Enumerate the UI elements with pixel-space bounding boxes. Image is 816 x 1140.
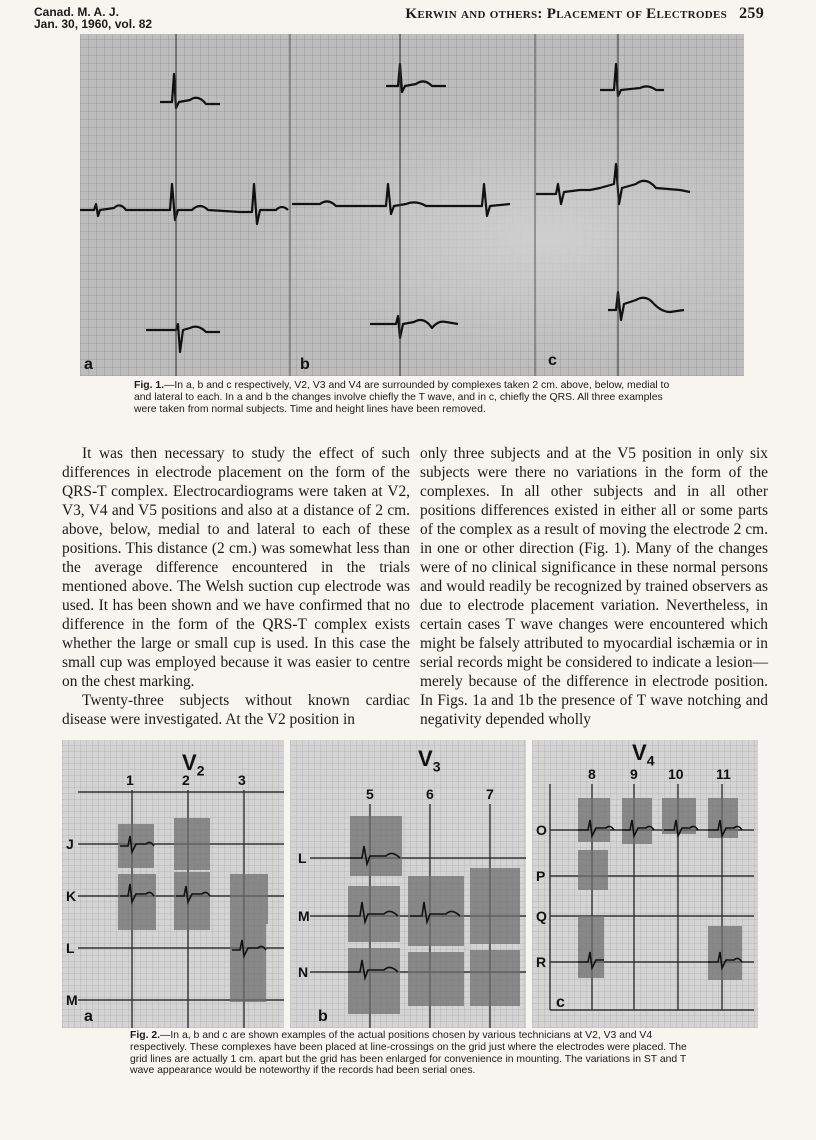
trace-c-mid (536, 164, 690, 204)
grid-col-label: 3 (238, 772, 246, 788)
figure-2-panel-a-label: a (84, 1008, 93, 1025)
figure-2-panel-c-lead (632, 740, 654, 768)
figure-2-panel-b-lead (418, 746, 440, 774)
running-header (405, 5, 764, 23)
grid-panel-a (62, 740, 284, 1028)
paragraph: It was then necessary to study the effect of such differences in electrode placement on the form of the QRS-T complex. Electrocardiograms were taken at V2, V3, V4 and V5 positions and also at a distance of 2 cm. above, below, medial to and lateral to each of these positions. This distance (2 cm.) was somewhat less than the average difference encountered in the trials mentioned above. The Welsh suction cup electrode was used. It has been shown and we have confirmed that no difference in the form of the QRS-T complex exists whether the large or small cup is used. In this case the small cup was employed because it was easier to centre on the chest marking. (62, 445, 410, 690)
grid-col-label: 7 (486, 786, 494, 802)
lead-letter: V (418, 746, 433, 771)
grid-row-label: Q (536, 908, 547, 924)
figure-2-panel-c (532, 740, 758, 1028)
body-column-right (420, 444, 768, 729)
figure-1-panel-c-label: c (548, 352, 557, 369)
grid-col-label: 2 (182, 772, 190, 788)
figure-1-panel-a-label: a (84, 356, 93, 373)
page-number: 259 (739, 5, 764, 22)
trace-a-mid (80, 184, 288, 224)
grid-col-label: 8 (588, 766, 596, 782)
figure-1-panel-b-label: b (300, 356, 310, 373)
trace-a-top (160, 74, 220, 108)
body-column-left (62, 444, 410, 729)
figure-2-caption-text: —In a, b and c are shown examples of the actual positions chosen by various technicians at V2, V3 and V4 respectively. These complexes have been placed at line-crossings on the grid just where the electrodes were placed. The grid lines are actually 1 cm. apart but the grid has been enlarged for convenience in mounting. The variations in ST and T wave appearance would be noteworthy if the records had been serial ones. (130, 1030, 687, 1077)
trace-b-mid (292, 184, 510, 216)
lead-letter: V (182, 750, 197, 775)
lead-letter: V (632, 740, 647, 765)
figure-2-panel-b (290, 740, 526, 1028)
grid-row-label: O (536, 822, 547, 838)
grid-row-label: K (66, 888, 77, 904)
grid-row-label: L (298, 850, 307, 866)
figure-2-caption-label: Fig. 2. (130, 1030, 161, 1041)
trace-b-bottom (370, 316, 458, 338)
figure-2-panel-b-label: b (318, 1008, 328, 1025)
ecg-traces (80, 34, 744, 376)
journal-date: Jan. 30, 1960, vol. 82 (34, 17, 153, 31)
grid-row-label: J (66, 836, 74, 852)
grid-row-label: N (298, 964, 309, 980)
grid-row-label: R (536, 954, 547, 970)
figure-1-ecg-strips (80, 34, 744, 376)
grid-panel-b (290, 740, 526, 1028)
figure-1-caption-text: —In a, b and c respectively, V2, V3 and V4 are surrounded by complexes taken 2 cm. above, below, medial to and lateral to each. In a and b the changes involve chiefly the T wave, and in c, chiefly the QRS. All three examples were taken from normal subjects. Time and height lines have been removed. (134, 380, 670, 415)
lead-number: 4 (646, 752, 655, 769)
paragraph: only three subjects and at the V5 position in only six subjects were there no variations in the form of the complexes. In all other subjects and in all other positions differences existed in either all or some parts of the complex as a result of moving the electrode 2 cm. in one or other direction (Fig. 1). Many of the changes were of no clinical significance in these normal persons and would readily be recognized by trained observers as due to electrode placement variation. Nevertheless, in certain cases T wave changes were encountered which might be falsely attributed to myocardial ischæmia or in serial records might be considered to indicate a lesion—merely because of the difference in electrode position. In Figs. 1a and 1b the presence of T wave notching and negativity depended wholly (420, 445, 768, 728)
figure-2-caption (130, 1030, 690, 1077)
trace-c-top (600, 64, 664, 96)
figure-1-caption (134, 380, 676, 415)
figure-2-panel-a (62, 740, 284, 1028)
lead-number: 3 (432, 758, 441, 775)
grid-col-label: 5 (366, 786, 374, 802)
paragraph: Twenty-three subjects without known cardiac disease were investigated. At the V2 position in (62, 692, 410, 728)
running-title: Kerwin and others: Placement of Electrodes (405, 6, 728, 22)
grid-col-label: 9 (630, 766, 638, 782)
grid-row-label: L (66, 940, 75, 956)
grid-col-label: 6 (426, 786, 434, 802)
grid-col-label: 11 (716, 766, 731, 782)
trace-c-bottom (608, 292, 684, 320)
grid-panel-c (532, 740, 758, 1028)
grid-col-label: 10 (668, 766, 684, 782)
figure-2-panel-c-label: c (556, 994, 565, 1011)
grid-row-label: P (536, 868, 546, 884)
grid-row-label: M (298, 908, 310, 924)
grid-row-label: M (66, 992, 78, 1008)
trace-a-bottom (146, 324, 220, 352)
journal-citation (34, 6, 152, 30)
journal-name: Canad. M. A. J. (34, 5, 119, 19)
grid-col-label: 1 (126, 772, 134, 788)
lead-number: 2 (196, 762, 205, 779)
figure-1-caption-label: Fig. 1. (134, 380, 165, 391)
trace-b-top (386, 64, 446, 92)
